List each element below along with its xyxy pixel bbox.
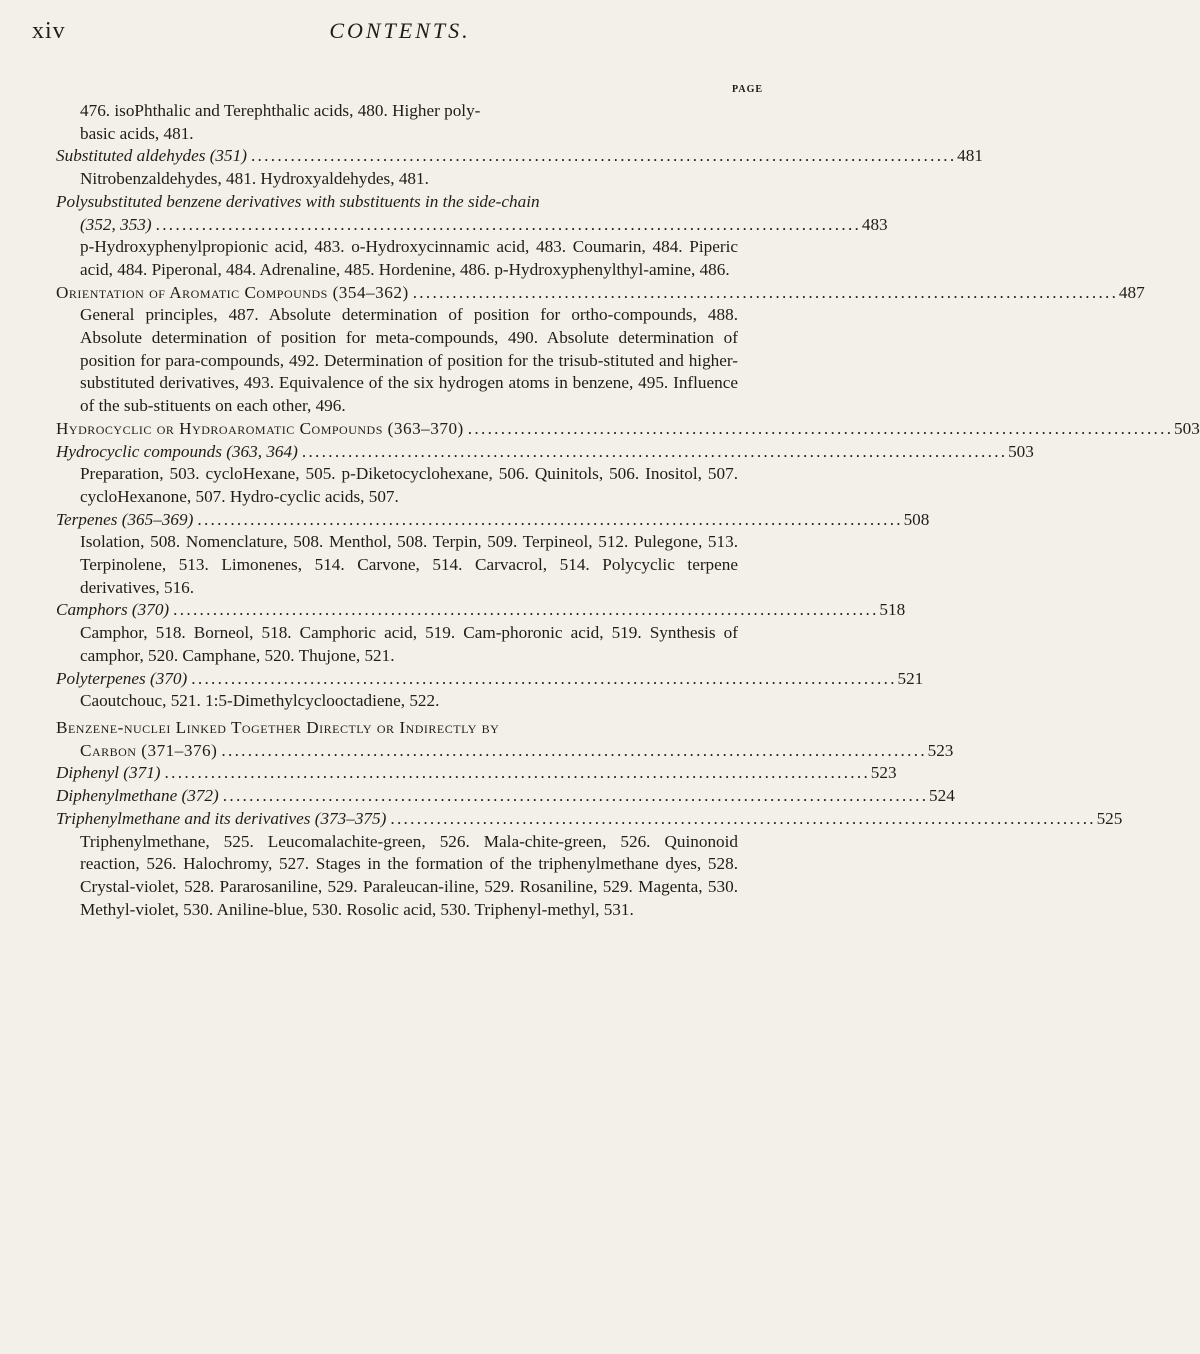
- toc-entry-title-line: [56, 762, 897, 785]
- toc-heading-entry: [56, 418, 1200, 441]
- leader-dots: [413, 282, 1115, 305]
- toc-entry: [56, 668, 924, 713]
- toc-entry: [56, 145, 983, 190]
- toc-entry-page: 483: [861, 214, 888, 234]
- toc-entry-page: 524: [929, 786, 955, 806]
- toc-entry-title-line: [56, 441, 1034, 464]
- toc-entry-title-line: [56, 599, 906, 622]
- table-of-contents: [56, 100, 1200, 921]
- toc-entry-detail: Isolation, 508. Nomenclature, 508. Menthol, 508. Terpin, 509. Terpineol, 512. Pulegone, 513. Terpinolene, 513. Limonenes, 514. Carvone, 514. Carvacrol, 514. Polycyclic terpene derivatives, 516.: [80, 532, 738, 597]
- toc-heading-line: [56, 282, 1145, 305]
- toc-entry-page: 481: [957, 146, 983, 166]
- toc-entry-page: 503: [1174, 418, 1200, 438]
- toc-entry-title: Substituted aldehydes (351): [56, 146, 247, 166]
- page-folio: xiv: [32, 18, 66, 44]
- toc-entry-detail: Triphenylmethane, 525. Leucomalachite-green, 526. Mala-chite-green, 526. Quinonoid reaction, 526. Halochromy, 527. Stages in the formation of the triphenylmethane dyes, 528. Crystal-violet, 528. Pararosaniline, 529. Paraleucan-iline, 529. Rosaniline, 529. Magenta, 530. Methyl-violet, 530. Aniline-blue, 530. Rosolic acid, 530. Triphenyl-methyl, 531.: [80, 831, 738, 919]
- toc-entry-page: 518: [879, 600, 906, 620]
- leader-dots: [165, 762, 867, 785]
- toc-entry-title-line: [56, 509, 930, 532]
- toc-heading-title: Hydrocyclic or Hydroaromatic Compounds (363–370): [56, 418, 464, 438]
- toc-entry: [56, 808, 1123, 922]
- toc-entry-page: 487: [1118, 282, 1145, 302]
- toc-entry: [56, 441, 1034, 509]
- toc-entry-title-line: [56, 214, 888, 237]
- toc-entry-detail: Caoutchouc, 521. 1:5-Dimethylcyclooctadiene, 522.: [80, 691, 440, 711]
- toc-heading-entry: [56, 717, 954, 762]
- toc-entry-detail: General principles, 487. Absolute determination of position for ortho-compounds, 488. Absolute determination of position for meta-compounds, 490. Absolute determination of position for para-compounds, 492. Determination of position for the trisub-stituted and higher-substituted derivatives, 493. Equivalence of the six hydrogen atoms in benzene, 495. Influence of the sub-stituents on each other, 496.: [80, 305, 738, 416]
- toc-lead-line-1: 476. isoPhthalic and Terephthalic acids, 480. Higher poly-: [80, 101, 481, 120]
- toc-entry-title: Polyterpenes (370): [56, 668, 188, 688]
- toc-entry-title: Hydrocyclic compounds (363, 364): [56, 441, 298, 461]
- toc-entry: [56, 785, 955, 808]
- toc-entry-page: 523: [927, 740, 954, 760]
- leader-dots: [251, 145, 953, 168]
- toc-entry-title: Camphors (370): [56, 600, 170, 620]
- toc-heading-line: [56, 418, 1200, 441]
- leader-dots: [156, 214, 858, 237]
- toc-entry: [56, 191, 888, 282]
- toc-entry: [56, 762, 897, 785]
- toc-entry-title-line: [56, 145, 983, 168]
- toc-heading-line: [56, 740, 954, 763]
- leader-dots: [390, 808, 1092, 831]
- toc-entry-title-line-2: (352, 353): [80, 214, 152, 234]
- toc-heading-entry: [56, 282, 1145, 418]
- toc-entry-detail: Camphor, 518. Borneol, 518. Camphoric acid, 519. Cam-phoronic acid, 519. Synthesis of camphor, 520. Camphane, 520. Thujone, 521.: [80, 623, 738, 665]
- leader-dots: [221, 740, 923, 763]
- toc-entry-title: Diphenylmethane (372): [56, 786, 219, 806]
- leader-dots: [173, 599, 875, 622]
- toc-entry-title-line: [56, 785, 955, 808]
- toc-entry-page: 523: [870, 763, 897, 783]
- leader-dots: [468, 418, 1170, 441]
- leader-dots: [191, 668, 893, 691]
- toc-heading-title: Orientation of Aromatic Compounds (354–362): [56, 282, 409, 302]
- toc-entry-title: Terpenes (365–369): [56, 509, 194, 529]
- toc-entry-page: 525: [1096, 808, 1123, 828]
- toc-heading-title-line-2: Carbon (371–376): [80, 740, 218, 760]
- toc-entry: [56, 599, 906, 667]
- toc-entry-detail: Preparation, 503. cycloHexane, 505. p-Diketocyclohexane, 506. Quinitols, 506. Inositol, 507. cycloHexanone, 507. Hydro-cyclic acids, 507.: [80, 464, 738, 506]
- leader-dots: [197, 509, 899, 532]
- toc-entry-page: 521: [897, 668, 924, 688]
- toc-lead-line-2: basic acids, 481.: [80, 123, 194, 143]
- toc-entry-title: Triphenylmethane and its derivatives (373–375): [56, 808, 387, 828]
- toc-entry-page: 503: [1008, 441, 1034, 461]
- leader-dots: [302, 441, 1004, 464]
- running-title: CONTENTS.: [329, 18, 471, 43]
- toc-entry-detail: Nitrobenzaldehydes, 481. Hydroxyaldehydes, 481.: [80, 169, 429, 189]
- toc-entry-title: Diphenyl (371): [56, 763, 161, 783]
- toc-entry-title-line: [56, 808, 1123, 831]
- toc-entry-page: 508: [903, 509, 930, 529]
- toc-entry: [56, 509, 930, 600]
- toc-lead-entry: [56, 100, 738, 145]
- page-column-label: PAGE: [732, 84, 764, 95]
- toc-entry-title-line-1: Polysubstituted benzene derivatives with substituents in the side-chain: [56, 191, 540, 211]
- toc-entry-detail: p-Hydroxyphenylpropionic acid, 483. o-Hydroxycinnamic acid, 483. Coumarin, 484. Piperic acid, 484. Piperonal, 484. Adrenaline, 485. Hordenine, 486. p-Hydroxyphenylthyl-amine, 486.: [80, 237, 738, 279]
- toc-entry-title-line: [56, 668, 924, 691]
- toc-heading-title-line-1: Benzene-nuclei Linked Together Directly or Indirectly by: [56, 717, 500, 737]
- leader-dots: [223, 785, 925, 808]
